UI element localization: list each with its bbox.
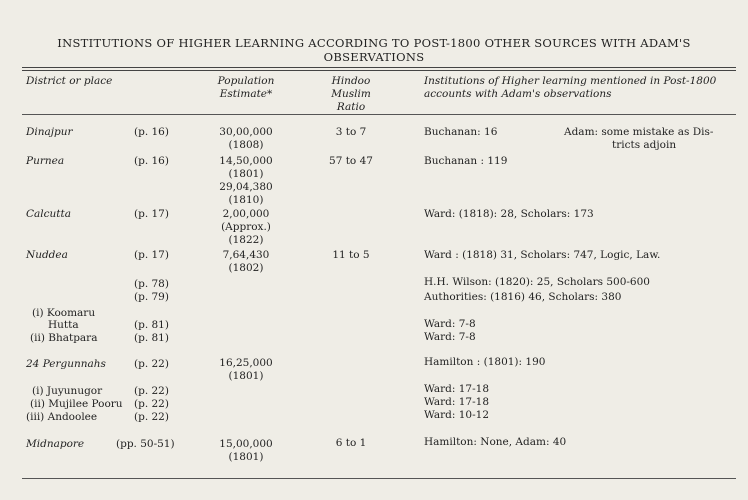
header-population-line-1: Population xyxy=(217,75,275,87)
row-koomaru-place: (i) Koomaru xyxy=(32,307,96,319)
row-calcutta-pop-year: (1822) xyxy=(228,234,264,246)
row-nuddea-page-79: (p. 79) xyxy=(134,291,169,303)
header-ratio xyxy=(318,75,384,114)
row-purnea-page: (p. 16) xyxy=(134,155,169,167)
row-pergunnahs-pop xyxy=(206,357,286,383)
row-hutta-page: (p. 81) xyxy=(134,319,169,331)
top-rule-double xyxy=(22,70,736,71)
title-line-1: INSTITUTIONS OF HIGHER LEARNING ACCORDING TO POST-1800 OTHER SOURCES WITH ADAM'S xyxy=(57,36,691,50)
row-midnapore-ratio: 6 to 1 xyxy=(335,437,367,449)
row-juyunugor-place: (i) Juyunugor xyxy=(32,385,103,397)
table-title xyxy=(40,36,708,64)
header-district: District or place xyxy=(26,75,113,87)
row-andoolee-place: (iii) Andoolee xyxy=(26,411,98,423)
row-bhatpara-place: (ii) Bhatpara xyxy=(30,332,98,344)
row-midnapore-pop-year: (1801) xyxy=(228,451,264,463)
header-population xyxy=(206,75,286,101)
row-nuddea-page: (p. 17) xyxy=(134,249,169,261)
bottom-rule xyxy=(22,478,736,479)
row-dinajpur-pop-value: 30,00,000 xyxy=(219,126,273,138)
row-dinajpur-pop xyxy=(206,126,286,152)
row-bhatpara-page: (p. 81) xyxy=(134,332,169,344)
top-rule xyxy=(22,67,736,68)
row-andoolee-inst: Ward: 10-12 xyxy=(424,409,490,421)
row-hutta-inst: Ward: 7-8 xyxy=(424,318,476,330)
row-midnapore-page: (pp. 50-51) xyxy=(116,438,175,450)
row-purnea-pop-year-2: (1810) xyxy=(228,194,264,206)
row-dinajpur-note-line-1: Adam: some mistake as Dis- xyxy=(564,126,714,138)
row-dinajpur-note xyxy=(564,126,713,152)
row-pergunnahs-place: 24 Pergunnahs xyxy=(26,358,106,370)
row-midnapore-pop-value: 15,00,000 xyxy=(219,438,273,450)
header-ratio-line-1: Hindoo xyxy=(331,75,371,87)
header-rule xyxy=(22,114,736,115)
row-juyunugor-page: (p. 22) xyxy=(134,385,169,397)
row-mujilee-page: (p. 22) xyxy=(134,398,169,410)
row-calcutta-pop-approx: (Approx.) xyxy=(221,221,271,233)
row-calcutta-inst: Ward: (1818): 28, Scholars: 173 xyxy=(424,208,594,220)
header-institutions-line-1: Institutions of Higher learning mentioned in Post-1800 xyxy=(424,75,717,87)
header-ratio-line-2: Muslim xyxy=(331,88,371,100)
row-calcutta-page: (p. 17) xyxy=(134,208,169,220)
row-midnapore-place: Midnapore xyxy=(26,438,85,450)
row-calcutta-place: Calcutta xyxy=(26,208,71,220)
row-dinajpur-pop-year: (1808) xyxy=(228,139,264,151)
row-nuddea-pop-value: 7,64,430 xyxy=(222,249,270,261)
row-purnea-ratio: 57 to 47 xyxy=(329,155,373,167)
row-purnea-inst: Buchanan : 119 xyxy=(424,155,508,167)
row-hutta-place: Hutta xyxy=(48,319,79,331)
row-dinajpur-ratio: 3 to 7 xyxy=(335,126,367,138)
row-dinajpur-place: Dinajpur xyxy=(26,126,73,138)
row-calcutta-pop xyxy=(206,208,286,247)
row-nuddea-ratio: 11 to 5 xyxy=(332,249,370,261)
title-line-2: OBSERVATIONS xyxy=(323,50,425,64)
row-purnea-pop xyxy=(206,155,286,207)
row-pergunnahs-pop-year: (1801) xyxy=(228,370,264,382)
row-nuddea-place: Nuddea xyxy=(26,249,68,261)
row-nuddea-page-78: (p. 78) xyxy=(134,278,169,290)
row-midnapore-inst: Hamilton: None, Adam: 40 xyxy=(424,436,567,448)
header-institutions xyxy=(424,75,716,101)
row-nuddea-authorities: Authorities: (1816) 46, Scholars: 380 xyxy=(424,291,622,303)
row-nuddea-pop xyxy=(206,249,286,275)
row-nuddea-inst: Ward : (1818) 31, Scholars: 747, Logic, Law. xyxy=(424,249,661,261)
row-juyunugor-inst: Ward: 17-18 xyxy=(424,383,490,395)
row-nuddea-wilson: H.H. Wilson: (1820): 25, Scholars 500-600 xyxy=(424,276,650,288)
row-purnea-pop-value-2: 29,04,380 xyxy=(219,181,273,193)
row-dinajpur-page: (p. 16) xyxy=(134,126,169,138)
header-population-line-2: Estimate* xyxy=(219,88,273,100)
row-mujilee-inst: Ward: 17-18 xyxy=(424,396,490,408)
row-purnea-pop-year-1: (1801) xyxy=(228,168,264,180)
row-calcutta-pop-value: 2,00,000 xyxy=(222,208,270,220)
row-dinajpur-note-line-2: tricts adjoin xyxy=(612,139,677,151)
row-pergunnahs-pop-value: 16,25,000 xyxy=(219,357,273,369)
row-purnea-pop-value-1: 14,50,000 xyxy=(219,155,273,167)
row-pergunnahs-page: (p. 22) xyxy=(134,358,169,370)
header-institutions-line-2: accounts with Adam's observations xyxy=(424,88,612,100)
row-midnapore-pop xyxy=(206,438,286,464)
row-pergunnahs-inst: Hamilton : (1801): 190 xyxy=(424,356,546,368)
row-bhatpara-inst: Ward: 7-8 xyxy=(424,331,476,343)
row-mujilee-place: (ii) Mujilee Pooru xyxy=(30,398,123,410)
row-dinajpur-inst: Buchanan: 16 xyxy=(424,126,498,138)
row-purnea-place: Purnea xyxy=(26,155,65,167)
row-andoolee-page: (p. 22) xyxy=(134,411,169,423)
header-ratio-line-3: Ratio xyxy=(336,101,366,113)
row-nuddea-pop-year: (1802) xyxy=(228,262,264,274)
